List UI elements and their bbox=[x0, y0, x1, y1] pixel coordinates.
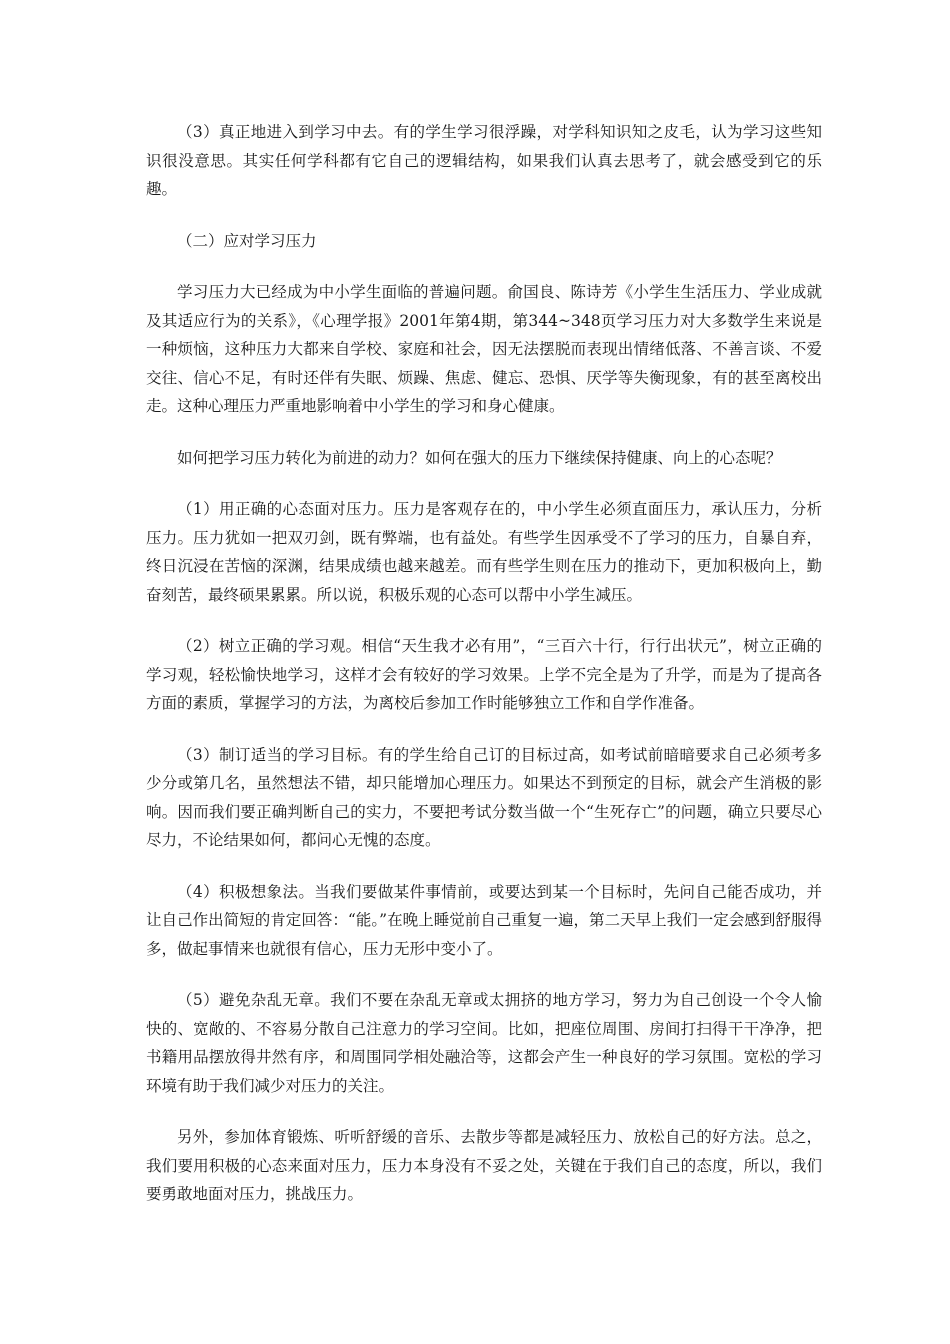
paragraph-question: 如何把学习压力转化为前进的动力？如何在强大的压力下继续保持健康、向上的心态呢？ bbox=[177, 448, 782, 467]
paragraph-point-4: （4）积极想象法。当我们要做某件事情前，或要达到某一个目标时，先问自己能否成功，并让自己作出简短的肯定回答：“能。”在晚上睡觉前自己重复一遍，第二天早上我们一定会感到舒服得多，做起事情来也就很有信心，压力无形中变小了。 bbox=[146, 882, 822, 958]
document-body bbox=[146, 118, 822, 1232]
paragraph-item-3: （3）真正地进入到学习中去。有的学生学习很浮躁，对学科知识知之皮毛，认为学习这些知识很没意思。其实任何学科都有它自己的逻辑结构，如果我们认真去思考了，就会感受到它的乐趣。 bbox=[146, 123, 822, 198]
paragraph-pressure-intro: 学习压力大已经成为中小学生面临的普遍问题。俞国良、陈诗芳《小学生生活压力、学业成就及其适应行为的关系》，《心理学报》2001年第4期，第344~348页学习压力对大多数学生来说是一种烦恼，这种压力大都来自学校、家庭和社会，因无法摆脱而表现出情绪低落、不善言谈、不爱交往、信心不足，有时还伴有失眠、烦躁、焦虑、健忘、恐惧、厌学等失衡现象，有的甚至离校出走。这种心理压力严重地影响着中小学生的学习和身心健康。 bbox=[146, 283, 822, 415]
paragraph-point-3: （3）制订适当的学习目标。有的学生给自己订的目标过高，如考试前暗暗要求自己必须考多少分或第几名，虽然想法不错，却只能增加心理压力。如果达不到预定的目标，就会产生消极的影响。因而我们要正确判断自己的实力，不要把考试分数当做一个“生死存亡”的问题，确立只要尽心尽力，不论结果如何，都问心无愧的态度。 bbox=[146, 745, 822, 849]
paragraph-point-1: （1）用正确的心态面对压力。压力是客观存在的，中小学生必须直面压力，承认压力，分析压力。压力犹如一把双刃剑，既有弊端，也有益处。有些学生因承受不了学习的压力，自暴自弃，终日沉浸在苦恼的深渊，结果成绩也越来越差。而有些学生则在压力的推动下，更加积极向上，勤奋刻苦，最终硕果累累。所以说，积极乐观的心态可以帮中小学生减压。 bbox=[146, 500, 822, 604]
paragraph-conclusion: 另外，参加体育锻炼、听听舒缓的音乐、去散步等都是减轻压力、放松自己的好方法。总之，我们要用积极的心态来面对压力，压力本身没有不妥之处，关键在于我们自己的态度，所以，我们要勇敢地面对压力，挑战压力。 bbox=[146, 1128, 822, 1203]
paragraph-point-5: （5）避免杂乱无章。我们不要在杂乱无章或太拥挤的地方学习，努力为自己创设一个令人愉快的、宽敞的、不容易分散自己注意力的学习空间。比如，把座位周围、房间打扫得干干净净，把书籍用品摆放得井然有序，和周围同学相处融洽等，这都会产生一种良好的学习氛围。宽松的学习环境有助于我们减少对压力的关注。 bbox=[146, 991, 822, 1095]
paragraph-point-2: （2）树立正确的学习观。相信“天生我才必有用”，“三百六十行，行行出状元”，树立正确的学习观，轻松愉快地学习，这样才会有较好的学习效果。上学不完全是为了升学，而是为了提高各方面的素质，掌握学习的方法，为离校后参加工作时能够独立工作和自学作准备。 bbox=[146, 637, 822, 712]
section-heading-coping-pressure: （二）应对学习压力 bbox=[177, 231, 317, 250]
